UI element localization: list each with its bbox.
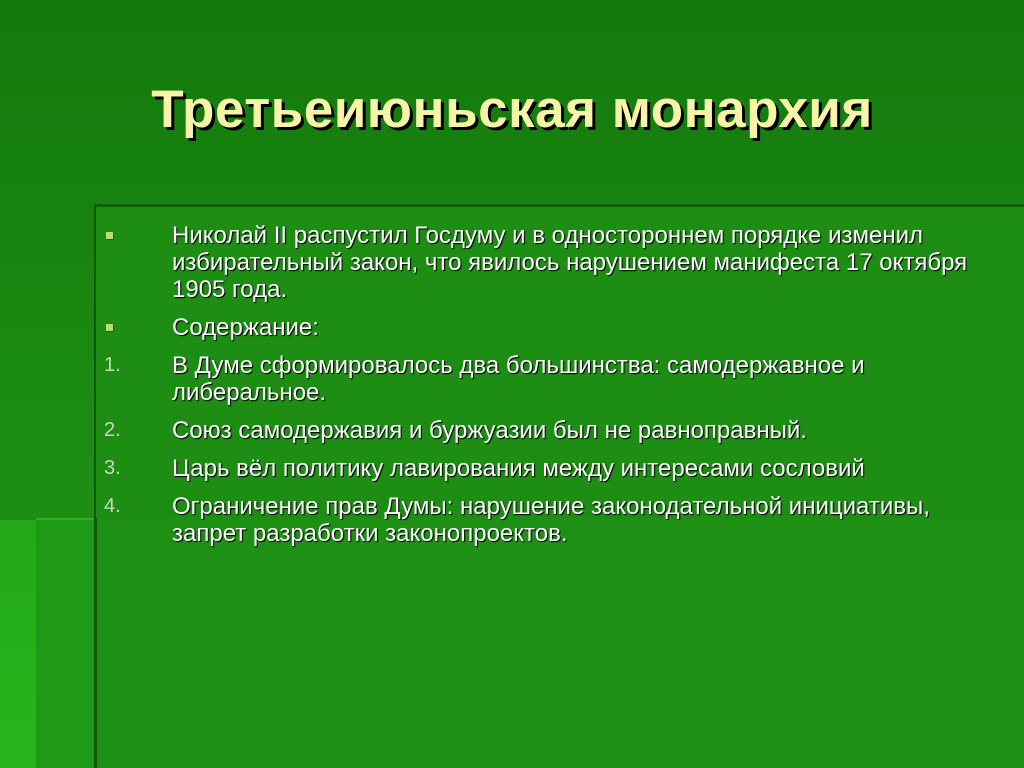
slide-title: Третьеиюньская монархия bbox=[151, 80, 873, 139]
list-item-text: Николай II распустил Госдуму и в одностороннем порядке изменил избирательный закон, что явилось нарушением манифеста 17 октября 1905 года. bbox=[172, 222, 968, 303]
list-item-text: Ограничение прав Думы: нарушение законодательной инициативы, запрет разработки законопроектов. bbox=[172, 493, 930, 547]
list-number: 3. bbox=[104, 457, 121, 479]
list-item bbox=[104, 222, 984, 303]
list-item-text: В Думе сформировалось два большинства: самодержавное и либеральное. bbox=[172, 352, 865, 406]
list-item-text: Союз самодержавия и буржуазии был не равноправный. bbox=[172, 417, 807, 444]
square-bullet-icon bbox=[106, 324, 113, 331]
list-item bbox=[104, 314, 984, 341]
slide-content bbox=[104, 222, 984, 558]
list-number: 4. bbox=[104, 495, 121, 517]
list-number: 1. bbox=[104, 354, 121, 376]
list-item bbox=[104, 493, 984, 547]
decorative-panel-middle bbox=[36, 518, 96, 768]
list-item bbox=[104, 417, 984, 444]
list-item-text: Царь вёл политику лавирования между интересами сословий bbox=[172, 455, 865, 482]
square-bullet-icon bbox=[106, 232, 113, 239]
list-item bbox=[104, 352, 984, 406]
list-number: 2. bbox=[104, 419, 121, 441]
list-item-text: Содержание: bbox=[172, 314, 319, 341]
decorative-panel-left bbox=[0, 520, 40, 768]
list-item bbox=[104, 455, 984, 482]
